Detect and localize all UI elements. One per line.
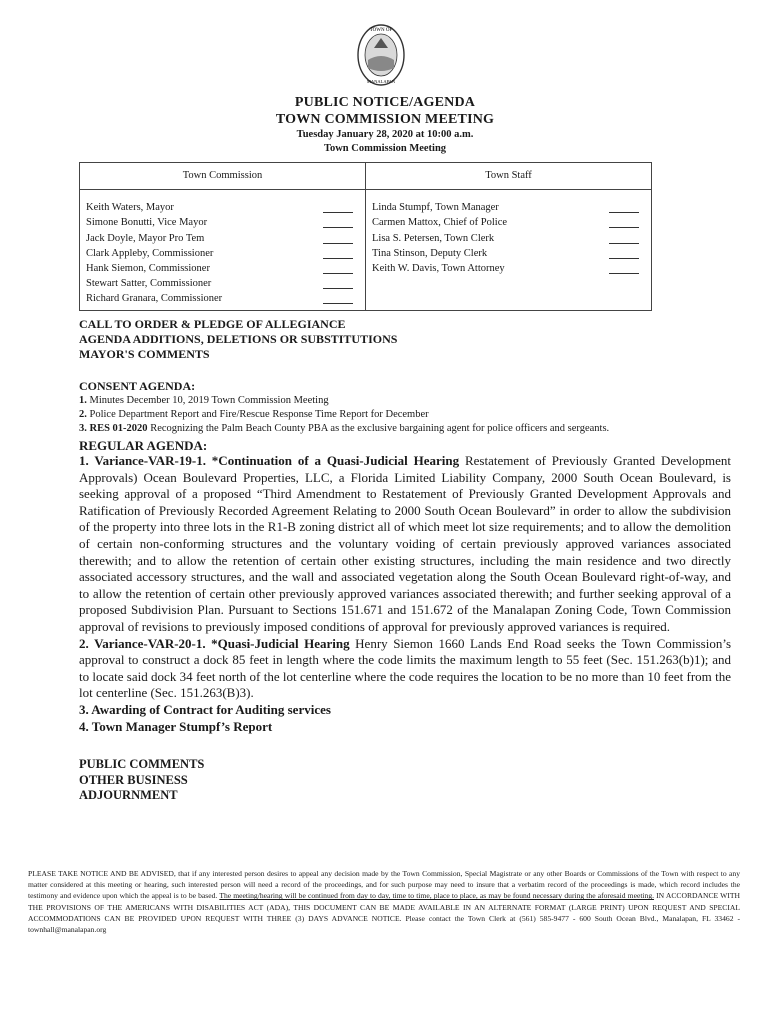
commission-heading: Town Commission (80, 163, 366, 190)
agenda-body (79, 317, 731, 804)
seal-text-bottom: MANALAPAN (366, 79, 396, 84)
page-title: PUBLIC NOTICE/AGENDA (294, 95, 476, 110)
regular-item-2: 2. Variance-VAR-20-1. *Quasi-Judicial Hearing Henry Siemon 1660 Lands End Road seeks the Town Commission’s approval to construct a dock 85 feet in length where the code limits the maximum length to 55 feet (Sec. 151.263(b)1); and to locate said dock 34 feet north of the lot centerline where the code requires the location to be no more than 10 feet from the lot centerline (Sec. 151.263(B)3). (79, 635, 732, 701)
commission-list (80, 190, 366, 311)
adjournment: ADJOURNMENT (79, 788, 178, 803)
commission-member: Richard Granara, Commissioner (86, 291, 359, 306)
staff-list (366, 190, 652, 311)
staff-member: Keith W. Davis, Town Attorney (372, 261, 645, 276)
staff-member: Lisa S. Petersen, Town Clerk (372, 230, 645, 245)
commission-member: Clark Appleby, Commissioner (86, 246, 359, 261)
staff-member: Tina Stinson, Deputy Clerk (372, 246, 645, 261)
meeting-subtitle: Town Commission Meeting (323, 143, 447, 154)
regular-item-3: 3. Awarding of Contract for Auditing services (79, 701, 331, 717)
public-comments: PUBLIC COMMENTS (79, 757, 205, 772)
staff-heading: Town Staff (366, 163, 652, 190)
commission-member: Jack Doyle, Mayor Pro Tem (86, 230, 359, 245)
agenda-additions: AGENDA ADDITIONS, DELETIONS OR SUBSTITUTIONS (79, 332, 398, 346)
seal-text-top: TOWN OF (369, 28, 393, 33)
staff-member: Carmen Mattox, Chief of Police (372, 215, 645, 230)
commission-member: Hank Siemon, Commissioner (86, 261, 359, 276)
staff-member: Linda Stumpf, Town Manager (372, 200, 645, 215)
consent-item: 2. Police Department Report and Fire/Rescue Response Time Report for December (79, 409, 429, 420)
meeting-title: TOWN COMMISSION MEETING (275, 112, 495, 127)
commission-member: Keith Waters, Mayor (86, 200, 359, 215)
town-seal-logo (356, 22, 406, 88)
meeting-date: Tuesday January 28, 2020 at 10:00 a.m. (296, 129, 474, 140)
regular-agenda-heading: REGULAR AGENDA: (79, 438, 208, 453)
legal-notice: PLEASE TAKE NOTICE AND BE ADVISED, that if any interested person desires to appeal any decision made by the Town Commission, Special Magistrate or any other Boards or Commissions of the Town with respect to any matter considered at this meeting or hearing, such interested person will need a record of the proceedings, and for such purpose may need to insure that a verbatim record of the proceedings is made, which record includes the testimony and evidence upon which the appeal is to be based. The meeting/hearing will be continued from day to day, time to time, place to place, as may be found necessary during the aforesaid meeting. IN ACCORDANCE WITH THE PROVISIONS OF THE AMERICANS WITH DISABILITIES ACT (ADA), THIS DOCUMENT CAN BE MADE AVAILABLE IN AN ALTERNATE FORMAT (LARGE PRINT) UPON REQUEST AND SPECIAL ACCOMMODATIONS CAN BE PROVIDED UPON REQUEST WITH THREE (3) DAYS ADVANCE NOTICE. Please contact the Town Clerk at (561) 585-9477 - 600 South Ocean Blvd., Manalapan, FL 33462 - townhall@manalapan.org (28, 869, 741, 935)
regular-item-1: 1. Variance-VAR-19-1. *Continuation of a Quasi-Judicial Hearing Restatement of Previously Granted Development Approvals) Ocean Boulevard Properties, LLC, a Florida Limited Liability Company, 2000 South Ocean Boulevard, is seeking approval of a proposed “Third Amendment to Restatement of Previously Granted Development Approvals and Ratification of Previously Recorded Agreement Relating to 2000 South Ocean Boulevard” in order to allow the subdivision of the property into three lots in the R1-B zoning district all of which meet lot size requirements; and to allow the demolition of certain non-conforming structures and the voluntary voiding of certain previously approved variances associated therewith; and to allow the retention of certain other existing structures, including the main residence and two directly associated accessory structures, and the wall and associated vegetation along the South Ocean Boulevard right-of-way, and to allow the retention of certain other previously approved variances associated therewith; and further seeking approval of a proposed Subdivision Plan. Pursuant to Sections 151.671 and 151.672 of the Manalapan Zoning Code, Town Commission approval of revisions to previously imposed conditions of approval for previously approved variances is required. (79, 453, 732, 634)
commission-member: Simone Bonutti, Vice Mayor (86, 215, 359, 230)
other-business: OTHER BUSINESS (79, 772, 188, 787)
mayors-comments: MAYOR'S COMMENTS (79, 347, 210, 361)
regular-item-4: 4. Town Manager Stumpf’s Report (79, 718, 273, 734)
consent-agenda-heading: CONSENT AGENDA: (79, 379, 196, 393)
roster-table (79, 162, 652, 311)
agenda-header (0, 94, 770, 156)
call-to-order: CALL TO ORDER & PLEDGE OF ALLEGIANCE (79, 317, 346, 331)
consent-item: 1. Minutes December 10, 2019 Town Commission Meeting (79, 395, 329, 406)
consent-item: 3. RES 01-2020 Recognizing the Palm Beach County PBA as the exclusive bargaining agent for police officers and sergeants. (79, 423, 610, 434)
commission-member: Stewart Satter, Commissioner (86, 276, 359, 291)
